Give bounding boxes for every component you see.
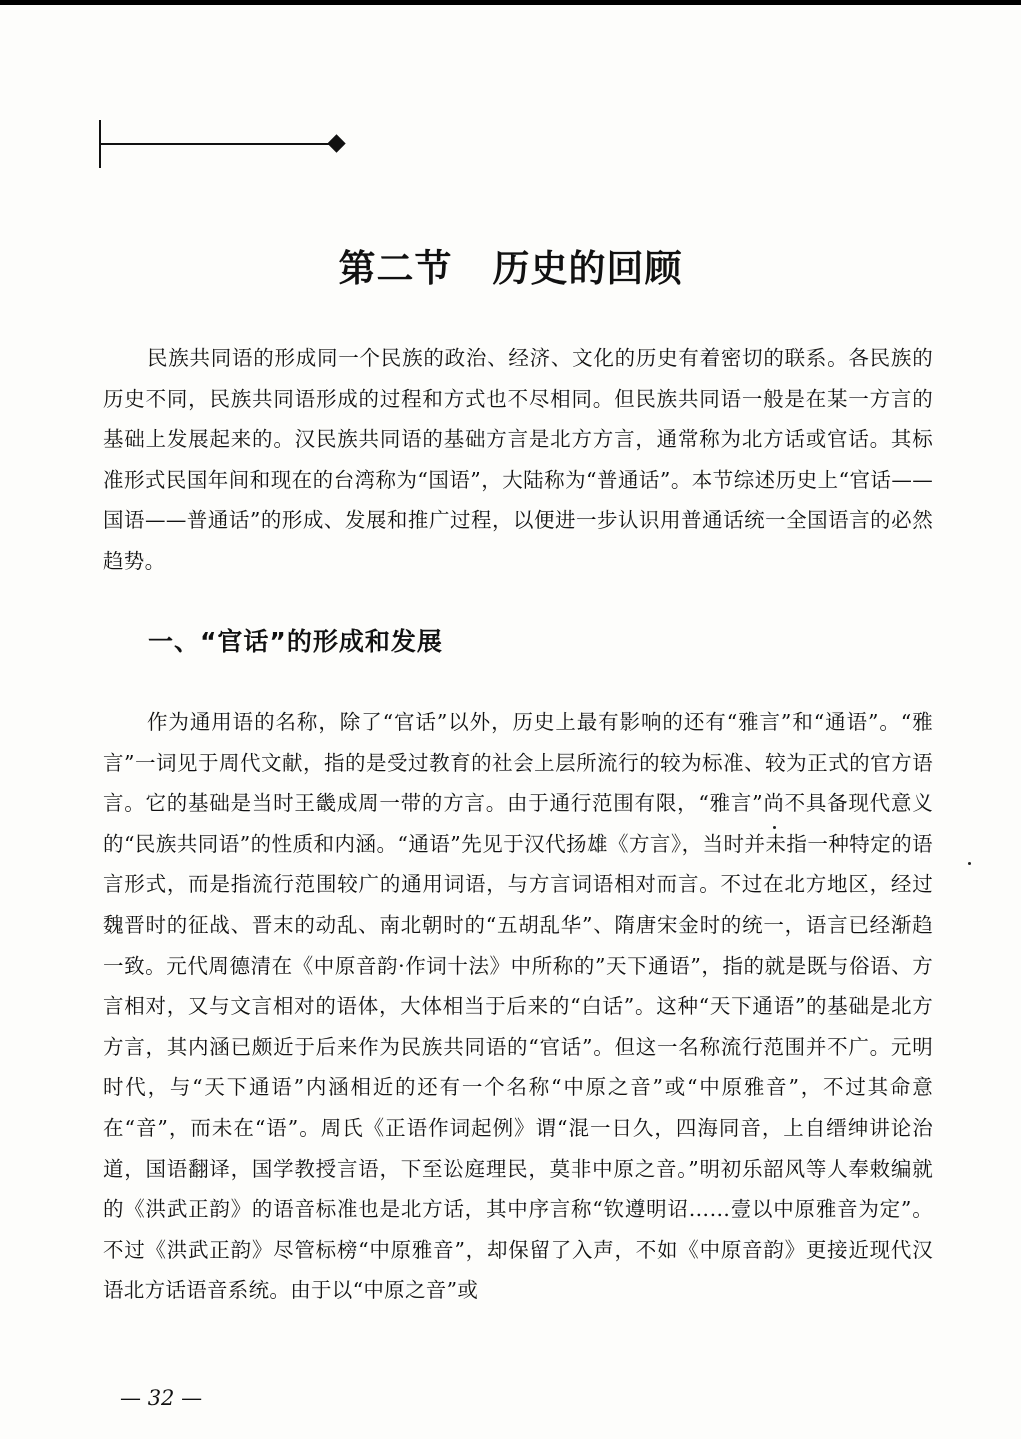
page-dash-left: — [120, 1386, 141, 1410]
scan-speck [968, 862, 971, 865]
top-border-line [0, 0, 1021, 5]
section-name: 历史的回顾 [492, 246, 683, 290]
page-number-value: 32 [147, 1386, 175, 1410]
diamond-icon [327, 134, 345, 152]
section-ornament [96, 120, 356, 168]
page-number [120, 1386, 202, 1410]
body-paragraph: 作为通用语的名称，除了“官话”以外，历史上最有影响的还有“雅言”和“通语”。“雅言”一词见于周代文献，指的是受过教育的社会上层所流行的较为标准、较为正式的官方语言。它的基础是当时王畿成周一带的方言。由于通行范围有限，“雅言”尚不具备现代意义的“民族共同语”的性质和内涵。“通语”先见于汉代扬雄《方言》，当时并未指一种特定的语言形式，而是指流行范围较广的通用词语，与方言词语相对而言。不过在北方地区，经过魏晋时的征战、晋末的动乱、南北朝时的“五胡乱华”、隋唐宋金时的统一，语言已经渐趋一致。元代周德清在《中原音韵·作词十法》中所称的”天下通语”，指的就是既与俗语、方言相对，又与文言相对的语体，大体相当于后来的“白话”。这种“天下通语”的基础是北方方言，其内涵已颇近于后来作为民族共同语的“官话”。但这一名称流行范围并不广。元明时代，与“天下通语”内涵相近的还有一个名称“中原之音”或“中原雅音”，不过其命意在“音”，而未在“语”。周氏《正语作词起例》谓“混一日久，四海同音，上自缙绅讲论治道，国语翻译，国学教授言语，下至讼庭理民，莫非中原之音。”明初乐韶风等人奉敕编就的《洪武正韵》的语音标准也是北方话，其中序言称“钦遵明诏……壹以中原雅音为定”。不过《洪武正韵》尽管标榜“中原雅音”，却保留了入声，不如《中原音韵》更接近现代汉语北方话语音系统。由于以“中原之音”或 [103, 710, 933, 1303]
scan-speck [773, 826, 776, 829]
page-dash-right: — [181, 1386, 203, 1410]
section-title [0, 238, 1021, 292]
ornament-horizontal-rule [99, 143, 329, 145]
section-number: 第二节 [338, 246, 453, 290]
subheading: 一、“官话”的形成和发展 [148, 627, 443, 656]
intro-paragraph: 民族共同语的形成同一个民族的政治、经济、文化的历史有着密切的联系。各民族的历史不同，民族共同语形成的过程和方式也不尽相同。但民族共同语一般是在某一方言的基础上发展起来的。汉民族共同语的基础方言是北方方言，通常称为北方话或官话。其标准形式民国年间和现在的台湾称为“国语”，大陆称为“普通话”。本节综述历史上“官话——国语——普通话”的形成、发展和推广过程，以便进一步认识用普通话统一全国语言的必然趋势。 [103, 346, 933, 573]
